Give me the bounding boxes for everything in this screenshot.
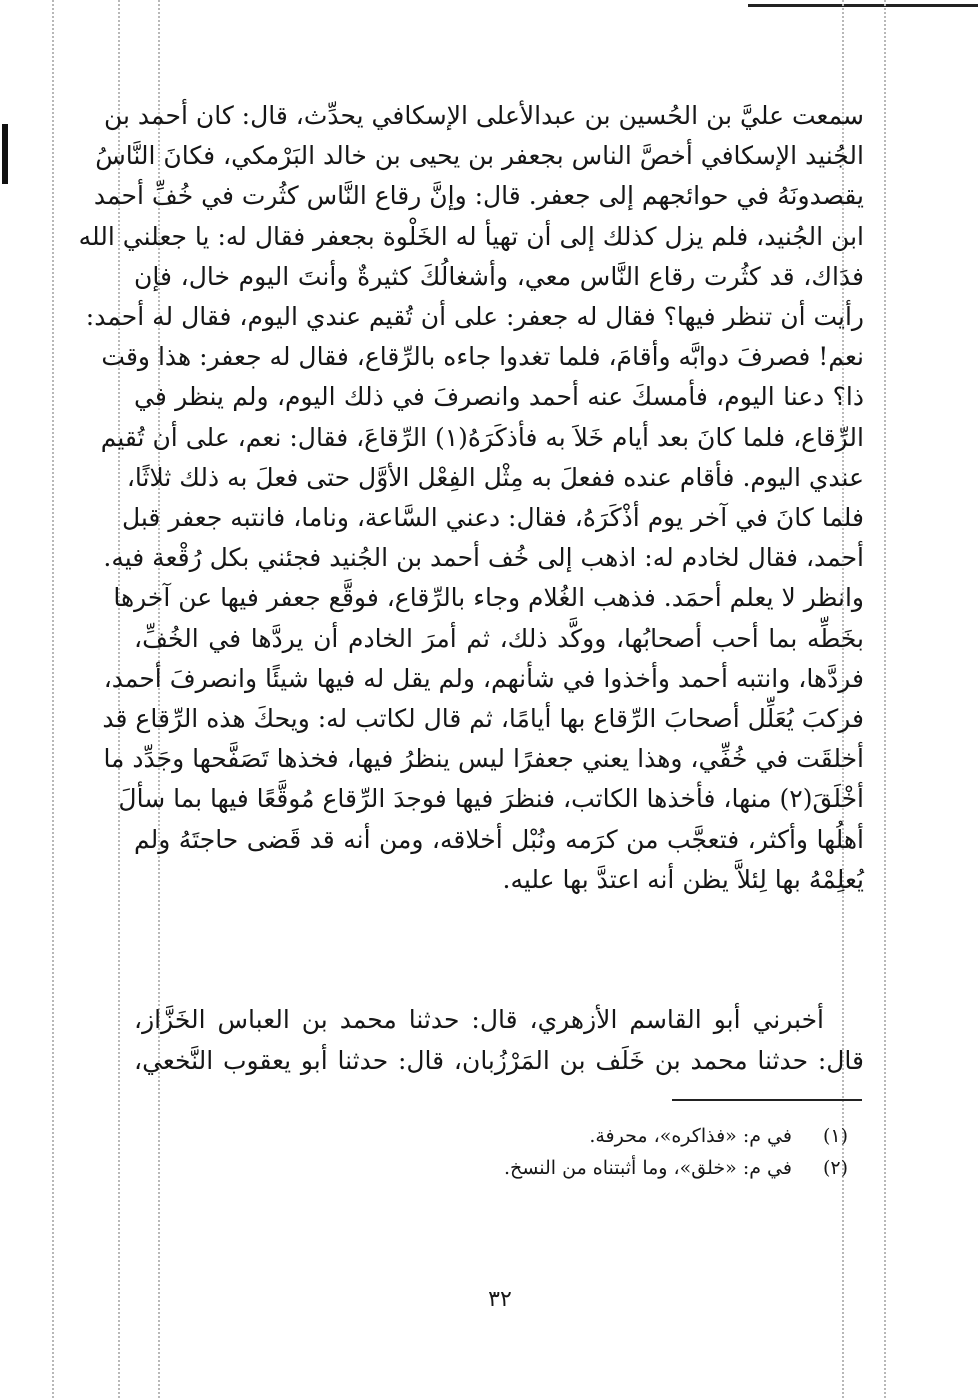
footnote-number: (٢) [822, 1157, 848, 1179]
text-line: قال: حدثنا محمد بن خَلَف بن المَرْزُبان، قال: حدثنا أبو يعقوب النَّخعي، [134, 1045, 864, 1075]
text-line: أحمد، فقال لخادم له: اذهب إلى خُف أحمد بن الجُنيد فجئني بكل رُقْعة فيه. [103, 543, 864, 573]
text-line: أخْلَقَ(٢) منها، فأخذها الكاتب، فنظرَ فيها فوجدَ الرِّقاع مُوقَّعًا فيها بما سألَ [118, 784, 864, 814]
text-line: رأيت أن تنظر فيها؟ فقال له جعفر: على أن تُقيم عندي اليوم، فقال له أحمد: [85, 302, 864, 332]
scan-binding-mark [2, 124, 8, 184]
footnote-text: في م: «خلق»، وما أثبتناه من النسخ. [504, 1157, 792, 1179]
footnotes [248, 1120, 848, 1184]
text-line: فردَّها، وانتبه أحمد وأخذوا في شأنهم، ولم يقل له فيها شيئًا وانصرفَ أحمد، [103, 663, 864, 693]
text-line: أخبرني أبو القاسم الأزهري، قال: حدثنا محمد بن العباس الخَزَّاز، [134, 1005, 824, 1034]
footnote-1 [248, 1120, 848, 1152]
text-line: نعم! فصرفَ دوابَّه وأقامَ، فلما تغدوا جاءه بالرِّقاع، فقال له جعفر: هذا وقت [101, 342, 864, 372]
scan-edge-mark [748, 4, 978, 7]
text-line: ذا؟ دعنا اليوم، فأمسكَ عنه أحمد وانصرفَ في ذلك اليوم، ولم ينظر في [134, 382, 864, 412]
text-line: أخلقَت في خُفِّي، وهذا يعني جعفرًا ليس ينظرُ فيها، فخذها تَصَفَّحها وجَدِّد ما [103, 744, 864, 774]
footnote-number: (١) [822, 1125, 848, 1147]
text-line-last: يُعلِمْهُ بها لِئلاَّ يظن أنه اعتدَّ بها عليه. [502, 864, 864, 894]
text-line: فركبَ يُعَلِّل أصحابَ الرِّقاع بها أيامًا، ثم قال لكاتب له: ويحكَ هذه الرِّقاع قد [102, 704, 864, 734]
scan-dot-line [52, 0, 54, 1398]
text-line: فدَاك، قد كثُرت رقاع النَّاس معي، وأشغالُكَ كثيرةٌ وأنتَ اليوم خال، فإن [134, 261, 864, 291]
text-line: عندي اليوم. فأقام عنده ففعلَ به مِثْل الفِعْل الأوَّل حتى فعلَ به ذلك ثلاثًا، [126, 462, 864, 492]
text-line: ابن الجُنيد، فلم يزل كذلك إلى أن تهيأ له الخَلْوة بجعفر فقال له: يا جعلني الله [78, 221, 864, 251]
second-paragraph [134, 1000, 864, 1081]
footnote-2 [248, 1152, 848, 1184]
main-paragraph [78, 96, 864, 900]
scan-dot-line [884, 0, 886, 1398]
page-number: ٣٢ [488, 1287, 512, 1312]
text-line: وانظر لا يعلم أحمَد. فذهب الغُلام وجاء بالرِّقاع، فوقَّع جعفر فيها عن آخرها [113, 583, 864, 613]
text-line: أهلُها وأكثر، فتعجَّب من كرَمه ونُبْل أخلاقه، ومن أنه قد قَضى حاجتَهُ ولم [134, 824, 864, 854]
text-line: الجُنيد الإسكافي أخصَّ الناس بجعفر بن يحيى بن خالد البَرْمكي، فكانَ النَّاسُ [95, 141, 864, 171]
footnote-text: في م: «فذاكره»، محرفة. [589, 1125, 792, 1147]
text-line: الرِّقاع، فلما كانَ بعد أيام خَلاَ به فأذكَرَهُ(١) الرِّقاعَ، فقال: نعم، على أن تُقيم [100, 422, 864, 452]
footnote-separator [672, 1099, 862, 1101]
text-line: يقصدونَهُ في حوائجهم إلى جعفر. قال: وإنَّ رقاع النَّاس كثُرت في خُفِّ أحمد [93, 181, 864, 211]
text-line: سمعت عليَّ بن الحُسين بن عبدالأعلى الإسكافي يحدِّث، قال: كان أحمد بن [103, 101, 864, 130]
text-line: فلما كانَ في آخر يوم أذْكَرَهُ، فقال: دعني السَّاعة، وناما، فانتبه جعفر قبل [121, 503, 864, 533]
text-line: بخَطِّه بما أحب أصحابُها، ووكَّد ذلك، ثم أمرَ الخادم أن يردَّها في الخُفِّ، [134, 623, 864, 653]
